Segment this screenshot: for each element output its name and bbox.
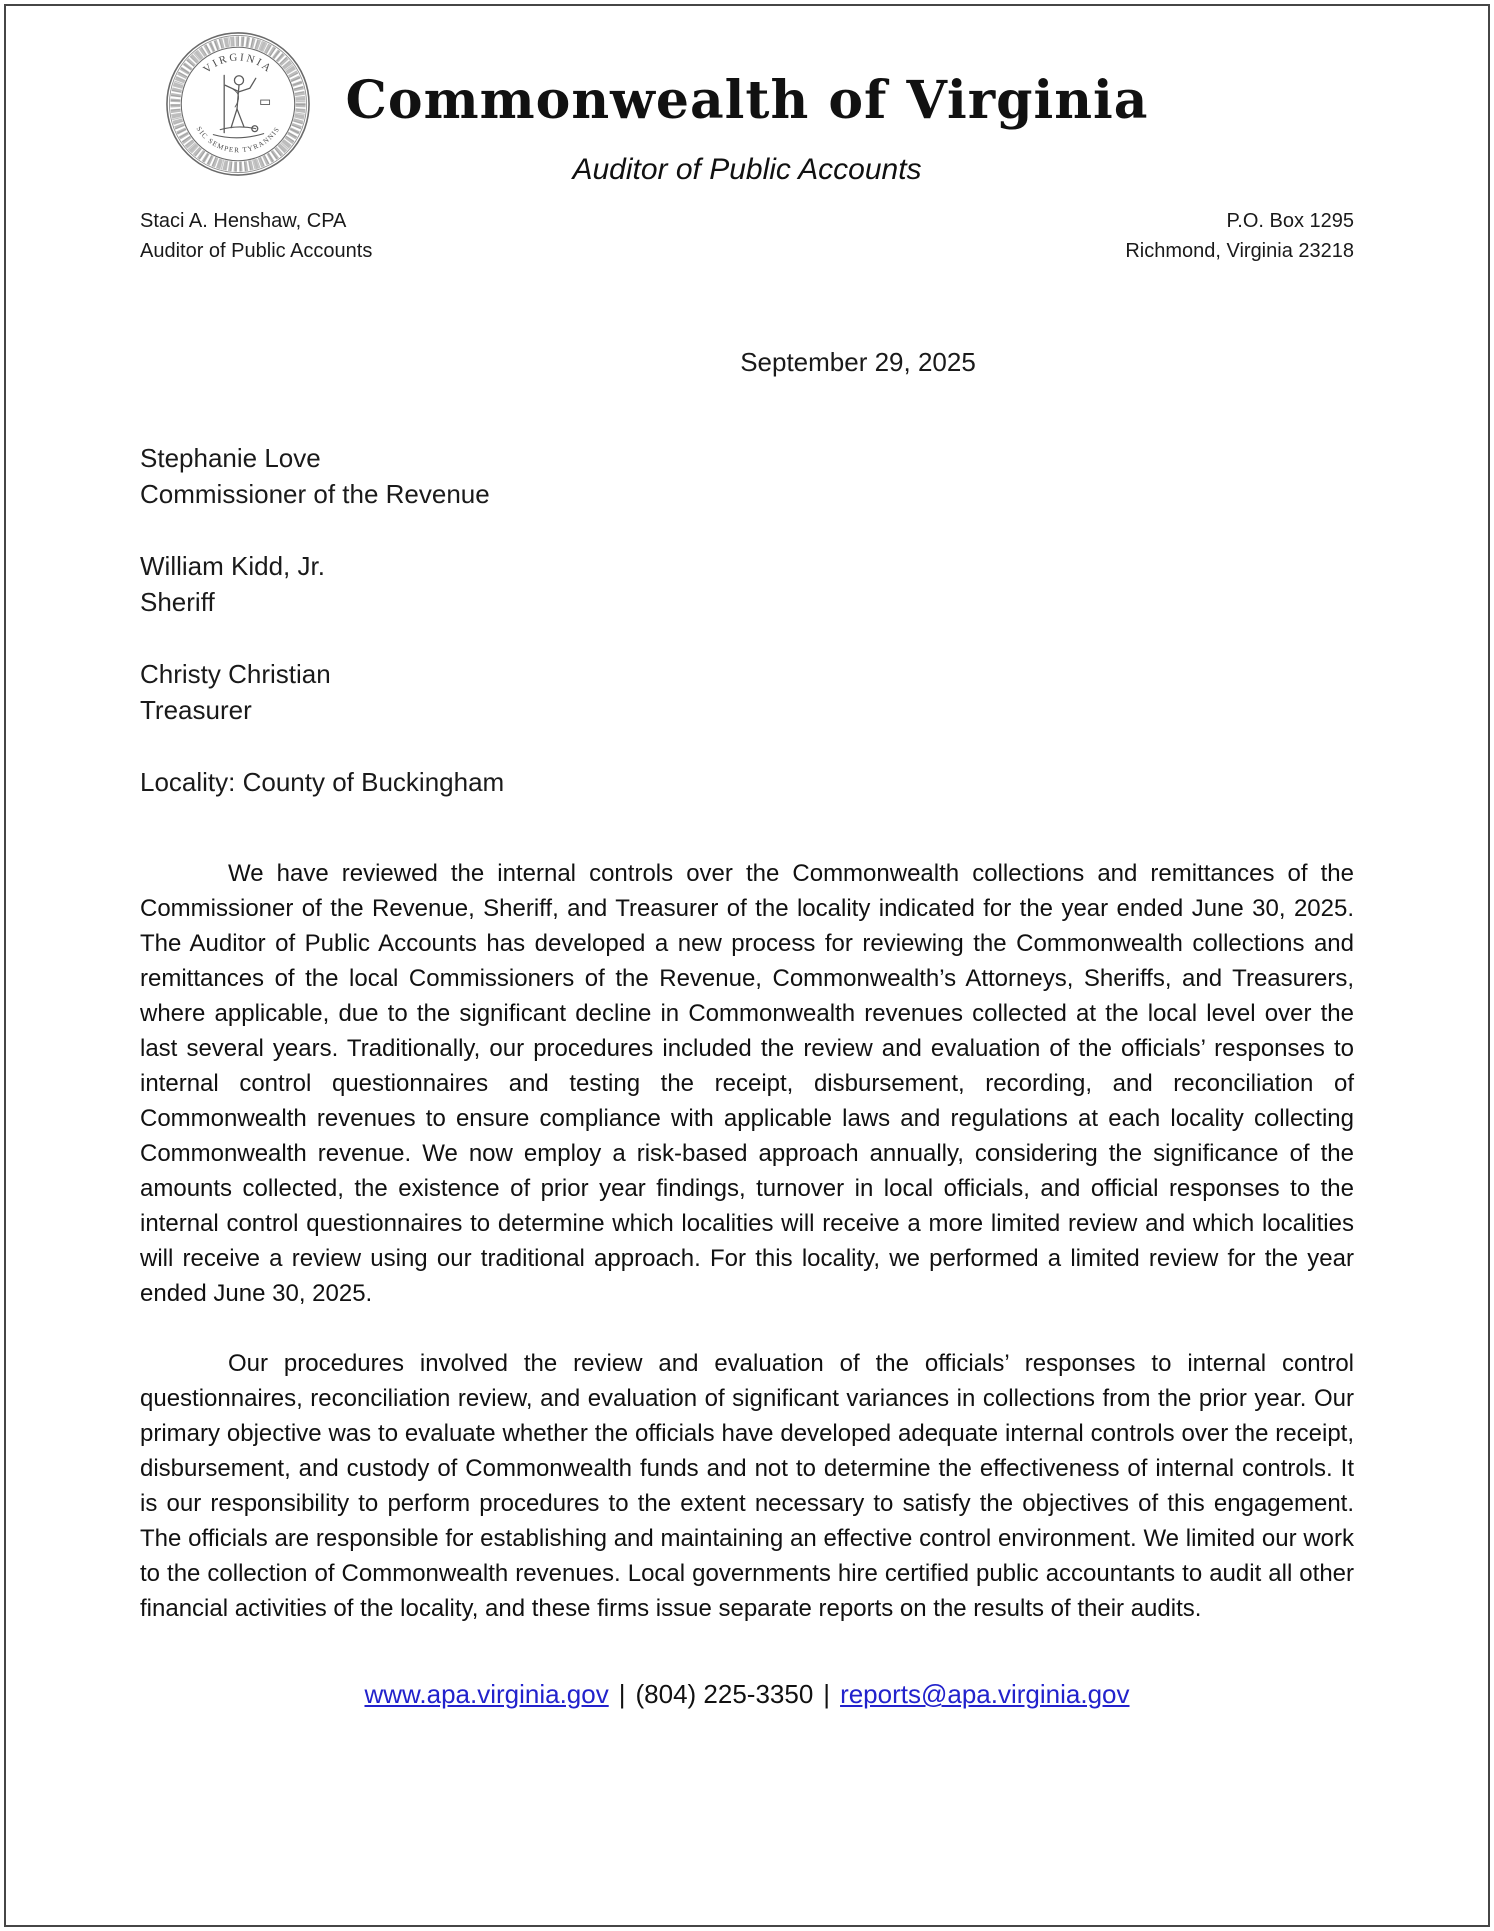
recipient-name: Stephanie Love xyxy=(140,443,321,473)
recipient-block xyxy=(140,548,1354,620)
letterhead xyxy=(6,6,1488,266)
auditor-name: Staci A. Henshaw, CPA xyxy=(140,210,347,232)
page-subtitle: Auditor of Public Accounts xyxy=(572,153,922,186)
recipient-block xyxy=(140,656,1354,728)
locality-line: Locality: County of Buckingham xyxy=(140,767,505,797)
auditor-title: Auditor of Public Accounts xyxy=(140,240,373,262)
po-box-line: P.O. Box 1295 xyxy=(1226,210,1354,232)
recipient-name: Christy Christian xyxy=(140,659,331,689)
letter-footer xyxy=(140,1676,1354,1712)
recipient-list xyxy=(140,440,1354,728)
letterhead-contacts xyxy=(140,206,1354,266)
svg-text:SIC SEMPER TYRANNIS xyxy=(195,125,282,154)
recipient-title: Sheriff xyxy=(140,587,215,617)
letter-page xyxy=(4,4,1490,1927)
virginia-state-seal-icon xyxy=(164,24,312,184)
recipient-block xyxy=(140,440,1354,512)
footer-separator: | xyxy=(823,1679,831,1709)
letter-paragraphs xyxy=(140,856,1354,1626)
paragraph-2: Our procedures involved the review and evaluation of the officials’ responses to internal control questionnaires, reconciliation review, and evaluation of significant variances in collections from the prior year. Our primary objective was to evaluate whether the officials have developed adequate internal controls over the receipt, disbursement, and custody of Commonwealth funds and not to determine the effectiveness of internal controls. It is our responsibility to perform procedures to the extent necessary to satisfy the objectives of this engagement. The officials are responsible for establishing and maintaining an effective control environment. We limited our work to the collection of Commonwealth revenues. Local governments hire certified public accountants to audit all other financial activities of the locality, and these firms issue separate reports on the results of their audits. xyxy=(140,1350,1354,1622)
letter-date: September 29, 2025 xyxy=(740,347,976,377)
seal-bottom-text: SIC SEMPER TYRANNIS xyxy=(194,125,282,155)
city-state-zip-line: Richmond, Virginia 23218 xyxy=(1125,240,1354,262)
phone-number: (804) 225-3350 xyxy=(635,1679,814,1709)
recipient-title: Commissioner of the Revenue xyxy=(140,479,490,509)
email-link[interactable]: reports@apa.virginia.gov xyxy=(840,1679,1130,1709)
recipient-name: William Kidd, Jr. xyxy=(140,551,325,581)
svg-text:VIRGINIA xyxy=(201,51,275,75)
footer-separator: | xyxy=(618,1679,626,1709)
paragraph-1: We have reviewed the internal controls over the Commonwealth collections and remittances of the Commissioner of the Revenue, Sheriff, and Treasurer of the locality indicated for the year ended June 30, 2025. The Auditor of Public Accounts has developed a new process for reviewing the Commonwealth collections and remittances of the local Commissioners of the Revenue, Commonwealth’s Attorneys, Sheriffs, and Treasurers, where applicable, due to the significant decline in Commonwealth revenues collected at the local level over the last several years. Traditionally, our procedures included the review and evaluation of the officials’ responses to internal control questionnaires and testing the receipt, disbursement, recording, and reconciliation of Commonwealth revenues to ensure compliance with applicable laws and regulations at each locality collecting Commonwealth revenue. We now employ a risk-based approach annually, considering the significance of the amounts collected, the existence of prior year findings, turnover in local officials, and official responses to the internal control questionnaires to determine which localities will receive a more limited review and which localities will receive a review using our traditional approach. For this locality, we performed a limited review for the year ended June 30, 2025. xyxy=(140,860,1354,1307)
seal-top-text: VIRGINIA xyxy=(201,51,275,76)
page-title: Commonwealth of Virginia xyxy=(345,70,1149,131)
auditor-contact-block xyxy=(140,206,372,266)
letter-body xyxy=(6,344,1488,1712)
office-address-block xyxy=(1125,206,1354,266)
website-link[interactable]: www.apa.virginia.gov xyxy=(364,1679,609,1709)
recipient-title: Treasurer xyxy=(140,695,252,725)
